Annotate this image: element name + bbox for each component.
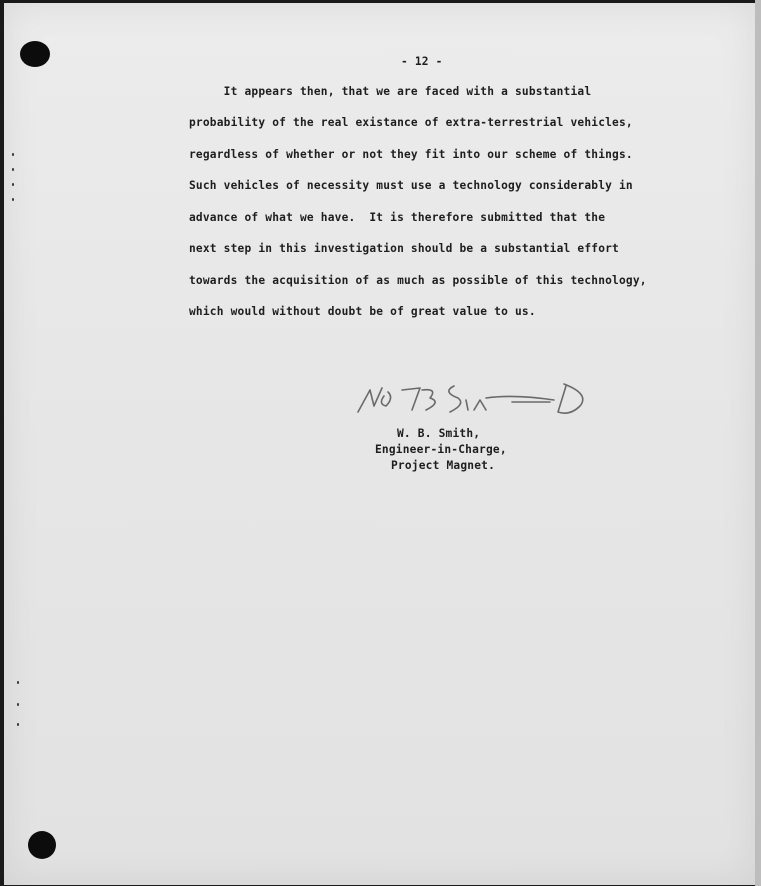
paragraph-line: next step in this investigation should be a substantial effort	[189, 242, 619, 255]
signer-project: Project Magnet.	[391, 459, 496, 472]
signer-name: W. B. Smith,	[397, 427, 481, 440]
margin-speck	[12, 198, 14, 201]
margin-speck	[17, 681, 19, 684]
margin-speck	[12, 153, 14, 156]
margin-speck	[17, 703, 19, 706]
handwritten-signature	[354, 376, 594, 424]
punch-hole-bottom	[28, 831, 56, 859]
paragraph-line: advance of what we have. It is therefore submitted that the	[189, 211, 606, 224]
punch-hole-top	[20, 41, 50, 67]
margin-speck	[12, 168, 14, 171]
paragraph-line: It appears then, that we are faced with a substantial	[189, 85, 592, 98]
signer-title: Engineer-in-Charge,	[375, 443, 507, 456]
document-page	[4, 3, 756, 885]
paragraph-line: regardless of whether or not they fit into our scheme of things.	[189, 148, 633, 161]
signature-mark	[354, 376, 594, 424]
paragraph-line: towards the acquisition of as much as possible of this technology,	[189, 274, 647, 287]
margin-speck	[12, 183, 14, 186]
paragraph-line: which would without doubt be of great value to us.	[189, 305, 536, 318]
scan-edge	[755, 0, 761, 886]
page-number: - 12 -	[401, 55, 443, 68]
paragraph-line: Such vehicles of necessity must use a technology considerably in	[189, 179, 633, 192]
margin-speck	[17, 723, 19, 726]
paragraph-line: probability of the real existance of extra-terrestrial vehicles,	[189, 116, 633, 129]
